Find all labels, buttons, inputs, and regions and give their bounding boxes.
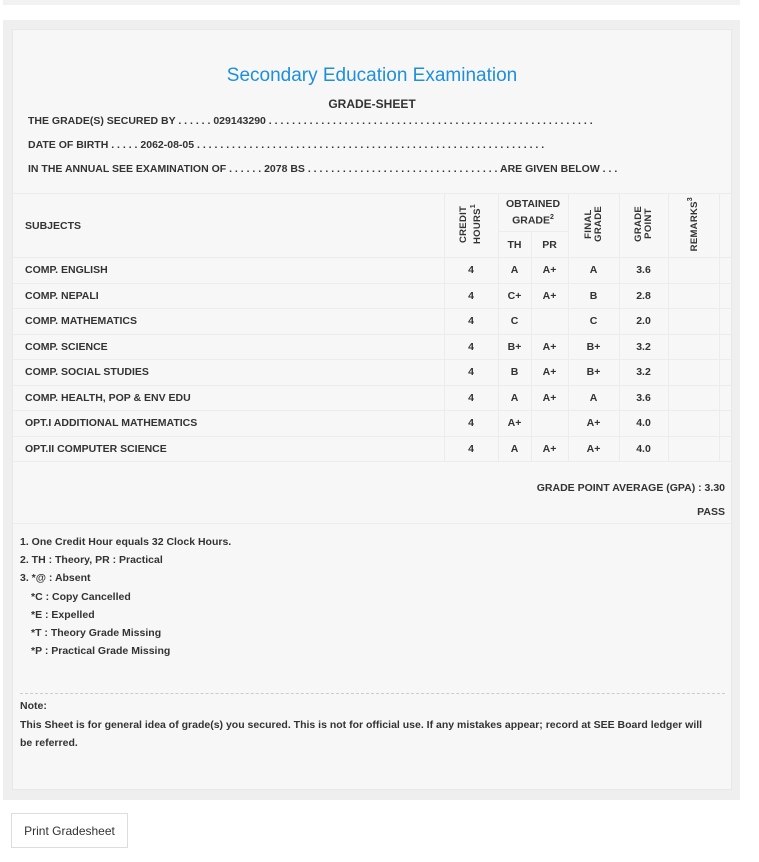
gp-cell: 4.0 xyxy=(619,411,668,437)
remarks-cell xyxy=(668,334,719,360)
subjects-header: SUBJECTS xyxy=(13,194,444,258)
footnote: *C : Copy Cancelled xyxy=(31,590,131,603)
dob-line: DATE OF BIRTH . . . . . 2062-08-05 . . . . . . . . . . . . . . . . . . . . . . . . . . . . . . . . . . . . . . . . . . . . . . . . . . . . . . . . . . . . xyxy=(28,139,545,151)
gp-cell: 3.2 xyxy=(619,334,668,360)
credit-cell: 4 xyxy=(444,436,498,462)
gp-cell: 2.0 xyxy=(619,309,668,335)
footnotes xyxy=(20,533,231,660)
pr-header: PR xyxy=(531,232,568,258)
remarks-cell xyxy=(668,360,719,386)
pr-cell: A+ xyxy=(531,360,568,386)
final-cell: B+ xyxy=(568,360,619,386)
table-row xyxy=(13,334,733,360)
remarks-cell xyxy=(668,411,719,437)
table-row xyxy=(13,309,733,335)
footnote: *P : Practical Grade Missing xyxy=(31,645,171,658)
final-cell: A xyxy=(568,258,619,284)
final-cell: B+ xyxy=(568,334,619,360)
footnote: *E : Expelled xyxy=(31,608,95,621)
remarks-header: REMARKS$^3$ xyxy=(668,194,719,258)
gp-cell: 4.0 xyxy=(619,436,668,462)
th-cell: B xyxy=(498,360,531,386)
gp-cell: 3.2 xyxy=(619,360,668,386)
th-cell: A xyxy=(498,436,531,462)
remarks-cell xyxy=(668,309,719,335)
credit-cell: 4 xyxy=(444,411,498,437)
final-cell: A xyxy=(568,385,619,411)
th-cell: C+ xyxy=(498,283,531,309)
pr-cell xyxy=(531,411,568,437)
credit-cell: 4 xyxy=(444,258,498,284)
credit-cell: 4 xyxy=(444,283,498,309)
obtained-grade-header: OBTAINED GRADE$^2$ xyxy=(498,194,568,232)
pr-cell: A+ xyxy=(531,334,568,360)
subject-cell: COMP. SCIENCE xyxy=(13,334,444,360)
table-row xyxy=(13,258,733,284)
final-cell: C xyxy=(568,309,619,335)
subject-cell: COMP. NEPALI xyxy=(13,283,444,309)
gradesheet-panel xyxy=(3,20,740,800)
note-label: Note: xyxy=(20,700,47,712)
remarks-cell xyxy=(668,283,719,309)
remarks-cell xyxy=(668,436,719,462)
subject-cell: COMP. ENGLISH xyxy=(13,258,444,284)
subject-cell: OPT.I ADDITIONAL MATHEMATICS xyxy=(13,411,444,437)
credit-cell: 4 xyxy=(444,309,498,335)
credit-cell: 4 xyxy=(444,334,498,360)
th-cell: C xyxy=(498,309,531,335)
footnote: 3. *@ : Absent xyxy=(20,572,91,585)
final-cell: A+ xyxy=(568,436,619,462)
remarks-cell xyxy=(668,385,719,411)
exam-title: Secondary Education Examination xyxy=(226,65,518,86)
th-cell: A xyxy=(498,385,531,411)
pr-cell: A+ xyxy=(531,385,568,411)
pr-cell: A+ xyxy=(531,283,568,309)
disclaimer xyxy=(20,697,711,753)
th-header: TH xyxy=(498,232,531,258)
divider xyxy=(20,693,725,694)
pr-cell: A+ xyxy=(531,436,568,462)
remarks-cell xyxy=(668,258,719,284)
grades-table xyxy=(13,193,733,462)
th-cell: B+ xyxy=(498,334,531,360)
table-row xyxy=(13,385,733,411)
final-cell: A+ xyxy=(568,411,619,437)
secured-by-line: THE GRADE(S) SECURED BY . . . . . . 029143290 . . . . . . . . . . . . . . . . . . . . . . . . . . . . . . . . . . . . . . . . . . . . . . . . . . . . . . . . xyxy=(28,115,593,127)
table-row xyxy=(13,283,733,309)
table-row xyxy=(13,436,733,462)
credit-cell: 4 xyxy=(444,360,498,386)
th-cell: A+ xyxy=(498,411,531,437)
footnote: 1. One Credit Hour equals 32 Clock Hours. xyxy=(20,536,232,548)
subject-cell: OPT.II COMPUTER SCIENCE xyxy=(13,436,444,462)
note-text: This Sheet is for general idea of grade(s) you secured. This is not for official use. If any mistakes appear; record at SEE Board ledger will be referred. xyxy=(20,718,703,749)
final-grade-header: FINAL GRADE xyxy=(568,194,619,258)
footnote: *T : Theory Grade Missing xyxy=(31,627,162,640)
credit-cell: 4 xyxy=(444,385,498,411)
gp-cell: 3.6 xyxy=(619,258,668,284)
footnote: 2. TH : Theory, PR : Practical xyxy=(20,554,163,567)
gpa: GRADE POINT AVERAGE (GPA) : 3.30 xyxy=(536,482,725,494)
print-gradesheet-button[interactable]: Print Gradesheet xyxy=(11,813,128,848)
pr-cell xyxy=(531,309,568,335)
credit-hours-header: CREDIT HOURS$^1$ xyxy=(444,194,498,258)
gp-cell: 2.8 xyxy=(619,283,668,309)
exam-line: IN THE ANNUAL SEE EXAMINATION OF . . . . . . 2078 BS . . . . . . . . . . . . . . . . . . . . . . . . . . . . . . . . . ARE GIVEN BELOW . . . xyxy=(28,163,618,175)
table-row xyxy=(13,411,733,437)
gradesheet xyxy=(12,29,732,790)
pr-cell: A+ xyxy=(531,258,568,284)
th-cell: A xyxy=(498,258,531,284)
result-status: PASS xyxy=(697,506,725,518)
final-cell: B xyxy=(568,283,619,309)
top-strip xyxy=(3,0,740,5)
subject-cell: COMP. MATHEMATICS xyxy=(13,309,444,335)
table-row xyxy=(13,360,733,386)
subject-cell: COMP. SOCIAL STUDIES xyxy=(13,360,444,386)
subject-cell: COMP. HEALTH, POP & ENV EDU xyxy=(13,385,444,411)
gradesheet-heading: GRADE-SHEET xyxy=(328,97,416,111)
gp-cell: 3.6 xyxy=(619,385,668,411)
grade-point-header: GRADE POINT xyxy=(619,194,668,258)
